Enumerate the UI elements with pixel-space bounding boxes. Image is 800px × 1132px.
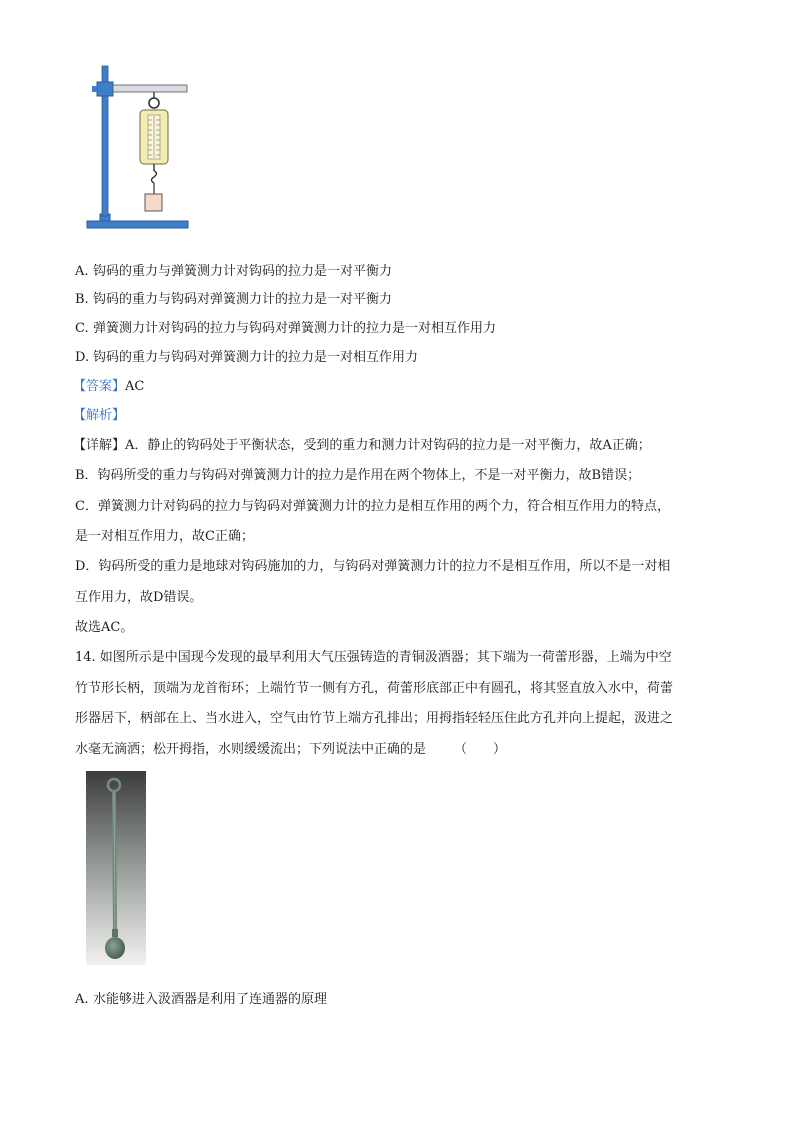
scale-hook bbox=[152, 171, 157, 183]
answer-value: AC bbox=[125, 379, 145, 394]
hook-weight bbox=[145, 194, 162, 211]
dipper-bulb bbox=[105, 937, 125, 959]
q13-option-c: C. 弹簧测力计对钩码的拉力与钩码对弹簧测力计的拉力是一对相互作用力 bbox=[75, 321, 497, 336]
analysis-line bbox=[73, 406, 125, 426]
spring-scale-stand-figure bbox=[82, 58, 202, 233]
detail-line-2: B．钩码所受的重力与钩码对弹簧测力计的拉力是作用在两个物体上，不是一对平衡力，故B错误； bbox=[75, 468, 641, 483]
stand-base bbox=[87, 221, 188, 228]
q13-option-b: B. 钩码的重力与钩码对弹簧测力计的拉力是一对平衡力 bbox=[75, 292, 393, 307]
stand-clamp bbox=[97, 82, 113, 96]
detail-line-3: C．弹簧测力计对钩码的拉力与钩码对弹簧测力计的拉力是相互作用的两个力，符合相互作用力的特点， bbox=[75, 499, 670, 514]
answer-line bbox=[73, 377, 144, 397]
stand-arm bbox=[113, 85, 187, 92]
scale-top-ring bbox=[149, 98, 159, 108]
detail-line-1: 【详解】A．静止的钩码处于平衡状态，受到的重力和测力计对钩码的拉力是一对平衡力，故A正确； bbox=[73, 438, 651, 453]
detail-line-5: D．钩码所受的重力是地球对钩码施加的力，与钩码对弹簧测力计的拉力不是相互作用，所以不是一对相 bbox=[75, 559, 671, 574]
q14-stem-line-4: 水毫无滴洒；松开拇指，水则缓缓流出；下列说法中正确的是 （ ） bbox=[75, 742, 507, 757]
answer-blank: （ ） bbox=[454, 742, 507, 757]
q13-option-d: D. 钩码的重力与钩码对弹簧测力计的拉力是一对相互作用力 bbox=[75, 350, 419, 365]
q14-option-a: A. 水能够进入汲酒器是利用了连通器的原理 bbox=[75, 992, 328, 1007]
q14-stem-line-2: 竹节形长柄，顶端为龙首衔环；上端竹节一侧有方孔，荷蕾形底部正中有圆孔，将其竖直放入水中，荷蕾 bbox=[75, 681, 674, 696]
detail-label: 【详解】 bbox=[73, 438, 126, 453]
analysis-label: 【解析】 bbox=[73, 408, 126, 423]
conclusion-line: 故选AC。 bbox=[75, 620, 134, 635]
detail-line-6: 互作用力，故D错误。 bbox=[75, 590, 203, 605]
answer-label: 【答案】 bbox=[73, 379, 126, 394]
bronze-wine-dipper-photo bbox=[86, 771, 146, 965]
q13-option-a: A. 钩码的重力与弹簧测力计对钩码的拉力是一对平衡力 bbox=[75, 264, 393, 279]
q14-stem-line-1: 14. 如图所示是中国现今发现的最早利用大气压强铸造的青铜汲酒器；其下端为一荷蕾形器，上端为中空 bbox=[75, 650, 672, 665]
q14-stem-line-3: 形器居下，柄部在上、当水进入，空气由竹节上端方孔排出；用拇指轻轻压住此方孔并向上提起，汲进之 bbox=[75, 711, 674, 726]
detail-line-4: 是一对相互作用力，故C正确； bbox=[75, 529, 254, 544]
